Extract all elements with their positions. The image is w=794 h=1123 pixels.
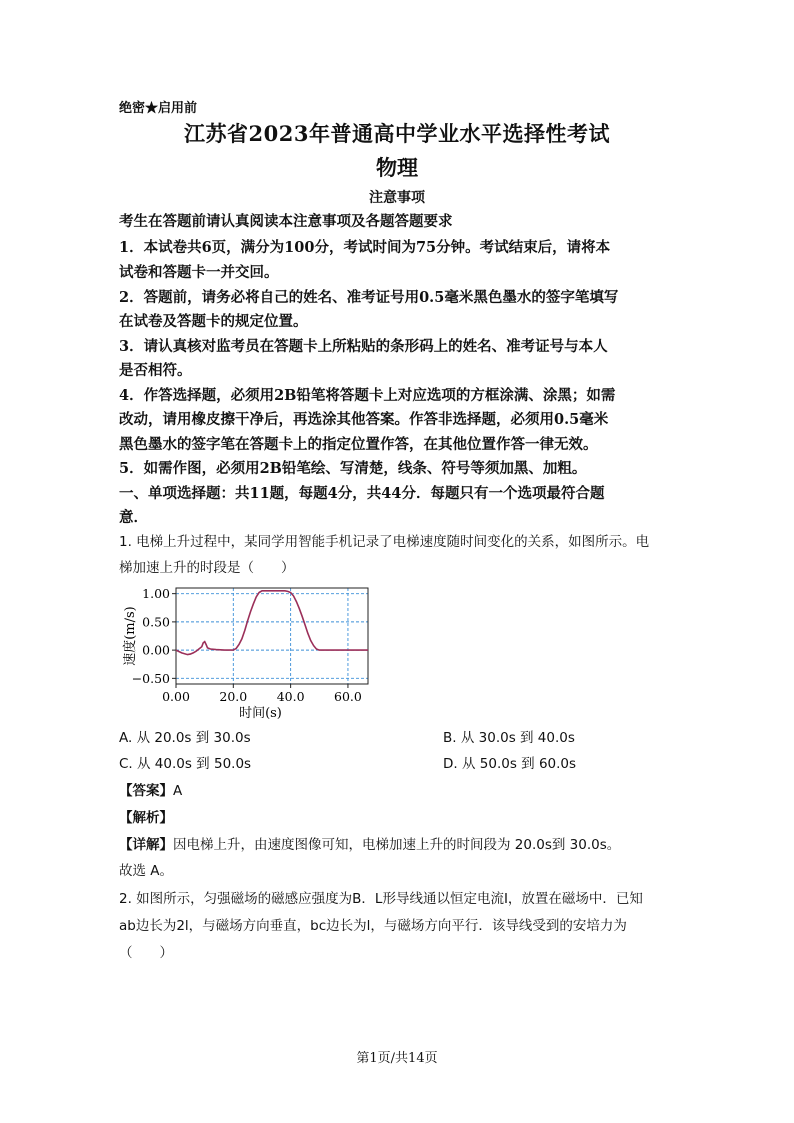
option-b: B. 从 30.0s 到 40.0s: [443, 730, 575, 746]
notice-line: 1．本试卷共6页，满分为100分，考试时间为75分钟。考试结束后，请将本: [119, 239, 611, 256]
velocity-series-line: [176, 591, 368, 655]
notice-heading: 注意事项: [369, 190, 425, 206]
y-tick-label: −0.50: [131, 670, 170, 686]
y-tick-label: 1.00: [142, 586, 170, 602]
x-ticks: [162, 684, 362, 704]
section-heading-cont: 意．: [119, 509, 148, 526]
x-tick-label: 40.0: [276, 689, 305, 704]
y-tick-label: 0.50: [142, 614, 170, 630]
notice-line: 是否相符。: [119, 362, 192, 379]
answer-tag: 【答案】: [119, 783, 173, 799]
subject-title: 物理: [376, 155, 418, 180]
y-tick-label: 0.00: [142, 642, 170, 658]
x-axis-label: 时间(s): [239, 706, 282, 720]
chart-grid: [176, 588, 368, 684]
q2-stem: 2. 如图所示，匀强磁场的磁感应强度为B．L形导线通以恒定电流I，放置在磁场中．已知: [119, 891, 643, 907]
section-heading: 一、单项选择题：共11题，每题4分，共44分．每题只有一个选项最符合题: [119, 485, 605, 502]
notice-line: 试卷和答题卡一并交回。: [119, 264, 279, 281]
x-tick-label: 0.00: [162, 689, 190, 704]
option-a: A. 从 20.0s 到 30.0s: [119, 730, 251, 746]
analysis-tag: 【解析】: [119, 810, 173, 826]
x-tick-label: 60.0: [334, 689, 362, 704]
secret-label: 绝密★启用前: [119, 101, 198, 116]
y-ticks: [132, 586, 176, 686]
option-c: C. 从 40.0s 到 50.0s: [119, 756, 252, 772]
conclusion-line: 故选 A。: [119, 863, 174, 879]
detail-line: [119, 833, 620, 853]
notice-intro: 考生在答题前请认真阅读本注意事项及各题答题要求: [119, 213, 453, 230]
notice-line: 3．请认真核对监考员在答题卡上所粘贴的条形码上的姓名、准考证号与本人: [119, 338, 608, 355]
exam-title: 江苏省2023年普通高中学业水平选择性考试: [184, 121, 610, 146]
notice-line: 改动，请用橡皮擦干净后，再选涂其他答案。作答非选择题，必须用0.5毫米: [119, 411, 609, 428]
notice-line: 5．如需作图，必须用2B铅笔绘、写清楚，线条、符号等须加黑、加粗。: [119, 460, 587, 477]
notice-line: 在试卷及答题卡的规定位置。: [119, 313, 308, 330]
velocity-time-chart: [119, 580, 379, 720]
plot-frame: [176, 588, 368, 684]
x-tick-label: 20.0: [219, 689, 248, 704]
page-footer: 第1页/共14页: [356, 1051, 438, 1066]
notice-line: 黑色墨水的签字笔在答题卡上的指定位置作答，在其他位置作答一律无效。: [119, 436, 598, 453]
option-d: D. 从 50.0s 到 60.0s: [443, 756, 577, 772]
q2-stem-paren: （ ）: [119, 945, 173, 961]
detail-text: 因电梯上升，由速度图像可知，电梯加速上升的时间段为 20.0s到 30.0s。: [173, 837, 621, 853]
q1-stem-cont: 梯加速上升的时段是（ ）: [119, 560, 295, 576]
answer-line: [119, 779, 182, 799]
q2-stem-cont: ab边长为2l，与磁场方向垂直，bc边长为l，与磁场方向平行．该导线受到的安培力为: [119, 918, 627, 934]
answer-value: A: [173, 783, 183, 799]
detail-tag: 【详解】: [119, 837, 173, 853]
q1-stem: 1. 电梯上升过程中，某同学用智能手机记录了电梯速度随时间变化的关系，如图所示。电: [119, 534, 650, 550]
y-axis-label: 速度(m/s): [123, 606, 138, 666]
notice-line: 4．作答选择题，必须用2B铅笔将答题卡上对应选项的方框涂满、涂黑；如需: [119, 387, 616, 404]
notice-line: 2．答题前，请务必将自己的姓名、准考证号用0.5毫米黑色墨水的签字笔填写: [119, 289, 619, 306]
